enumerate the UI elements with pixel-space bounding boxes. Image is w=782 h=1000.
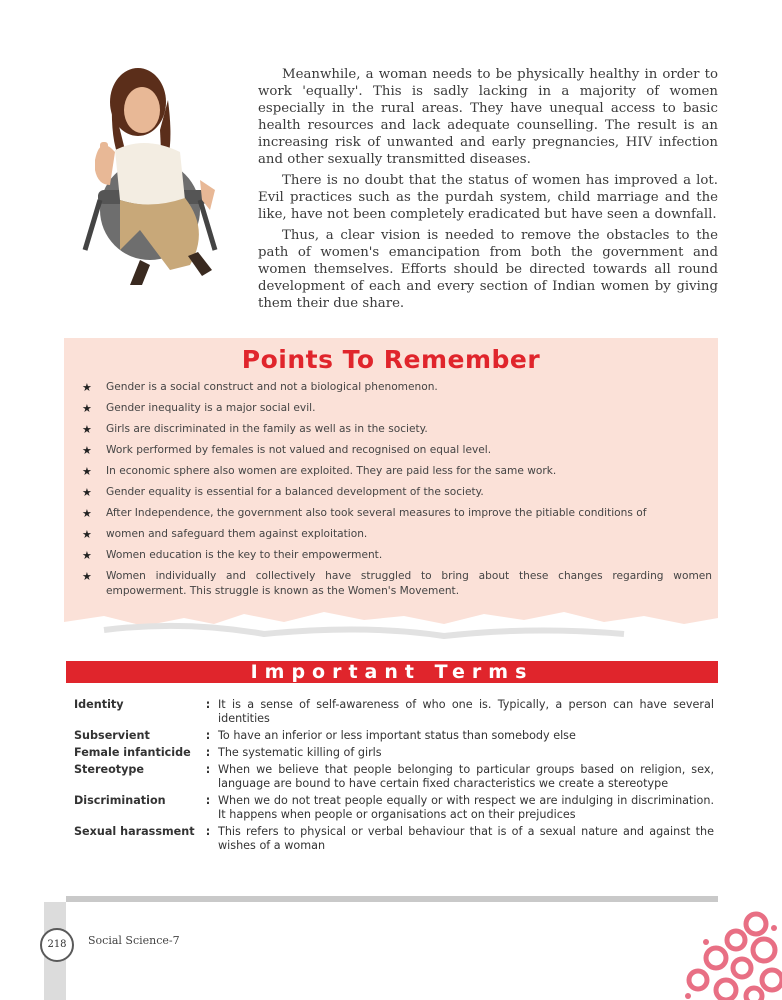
term-name: Stereotype — [74, 763, 145, 776]
points-list — [82, 380, 712, 599]
list-item: ★ Gender equality is essential for a balanced development of the society. — [82, 486, 484, 499]
star-icon: ★ — [82, 570, 92, 583]
woman-thumbs-up-photo — [80, 60, 230, 285]
term-row — [74, 763, 714, 791]
list-item: ★ In economic sphere also women are exploited. They are paid less for the same work. — [82, 465, 557, 478]
term-name: Discrimination — [74, 794, 166, 807]
intro-paragraph-1: Meanwhile, a woman needs to be physically healthy in order to work 'equally'. This is sadly lacking in a majority of women especially in the rural areas. They have unequal access to basic health resources and lack adequate counselling. The result is an increasing risk of unwanted and early pregnancies, HIV infection and other sexually transmitted diseases. — [258, 67, 718, 167]
list-item: ★ Girls are discriminated in the family as well as in the society. — [82, 423, 428, 436]
term-name: Subservient — [74, 729, 150, 742]
list-item: ★ After Independence, the government also took several measures to improve the pitiable conditions of — [82, 507, 647, 520]
term-row — [74, 729, 714, 743]
torn-paper-edge — [64, 600, 718, 646]
term-definition: The systematic killing of girls — [218, 746, 382, 759]
term-row — [74, 825, 714, 853]
star-icon: ★ — [82, 423, 92, 436]
star-icon: ★ — [82, 486, 92, 499]
term-row — [74, 746, 714, 760]
list-item: ★ Gender is a social construct and not a biological phenomenon. — [82, 381, 438, 394]
intro-paragraph-3: Thus, a clear vision is needed to remove the obstacles to the path of women's emancipation from both the government and women themselves. Efforts should be directed towards all round development of each and every section of Indian women by giving them their due share. — [258, 228, 718, 311]
term-name: Sexual harassment — [74, 825, 195, 838]
colon-separator: : — [205, 729, 211, 742]
star-icon: ★ — [82, 549, 92, 562]
terms-list — [74, 698, 714, 856]
list-item: ★ Gender inequality is a major social evil. — [82, 402, 316, 415]
intro-text — [258, 66, 718, 316]
term-definition: When we believe that people belonging to particular groups based on religion, sex, language are bound to have certain fixed characteristics we create a stereotype — [218, 763, 714, 790]
list-item: ★ women and safeguard them against exploitation. — [82, 528, 368, 541]
term-definition: When we do not treat people equally or with respect we are indulging in discrimination. It happens when people or organisations act on their prejudices — [218, 794, 714, 821]
colon-separator: : — [205, 746, 211, 759]
term-definition: It is a sense of self-awareness of who one is. Typically, a person can have several identities — [218, 698, 714, 725]
important-terms-header: Important Terms — [66, 661, 718, 683]
term-row — [74, 794, 714, 822]
colon-separator: : — [205, 825, 211, 838]
decorative-circles-icon — [676, 906, 782, 1000]
points-to-remember-title: Points To Remember — [241, 345, 541, 374]
star-icon: ★ — [82, 444, 92, 457]
list-item: ★ Women education is the key to their empowerment. — [82, 549, 383, 562]
book-title: Social Science-7 — [88, 934, 180, 947]
page-number: 218 — [40, 928, 74, 962]
term-definition: This refers to physical or verbal behaviour that is of a sexual nature and against the wishes of a woman — [218, 825, 714, 852]
colon-separator: : — [205, 763, 211, 776]
colon-separator: : — [205, 794, 211, 807]
term-row — [74, 698, 714, 726]
star-icon: ★ — [82, 507, 92, 520]
term-name: Female infanticide — [74, 746, 191, 759]
list-item: ★ Work performed by females is not valued and recognised on equal level. — [82, 444, 492, 457]
term-definition: To have an inferior or less important status than somebody else — [218, 729, 576, 742]
star-icon: ★ — [82, 402, 92, 415]
star-icon: ★ — [82, 381, 92, 394]
bottom-divider — [66, 896, 718, 902]
list-item: ★ Women individually and collectively have struggled to bring about these changes regarding women empowerment. This struggle is known as the Women's Movement. — [82, 570, 712, 597]
term-name: Identity — [74, 698, 124, 711]
star-icon: ★ — [82, 465, 92, 478]
colon-separator: : — [205, 698, 211, 711]
intro-paragraph-2: There is no doubt that the status of women has improved a lot. Evil practices such as the purdah system, child marriage and the like, have not been completely eradicated but have seen a downfall. — [258, 173, 718, 222]
star-icon: ★ — [82, 528, 92, 541]
